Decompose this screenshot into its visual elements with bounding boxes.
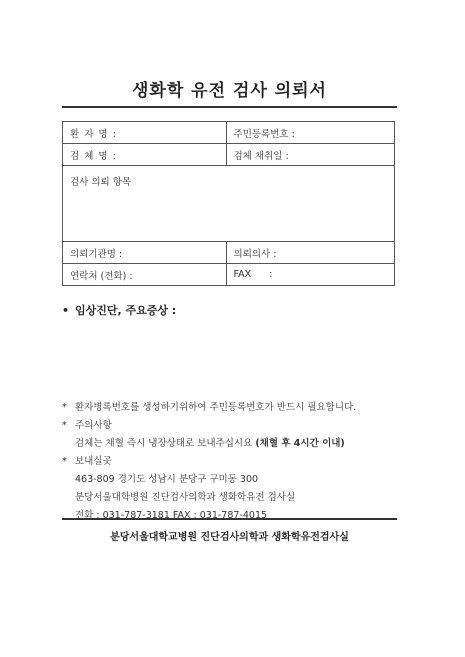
registration-note-text: 환자병록번호를 생성하기위하여 주민등록번호가 반드시 필요합니다. xyxy=(75,402,357,413)
send-heading xyxy=(62,453,407,471)
caution-line xyxy=(62,435,407,453)
form-row-test-items xyxy=(63,166,395,242)
notes-section xyxy=(62,399,407,525)
send-label: 보내실곳 xyxy=(75,456,112,467)
registration-note xyxy=(62,399,407,417)
fax-field[interactable] xyxy=(226,264,394,286)
request-form-table xyxy=(62,121,395,286)
caution-heading xyxy=(62,417,407,435)
test-items-field[interactable] xyxy=(63,166,395,242)
caution-bold-text: (채혈 후 4시간 이내) xyxy=(255,438,345,449)
form-row-institution xyxy=(63,242,395,264)
collection-date-field[interactable] xyxy=(226,144,394,166)
patient-name-field[interactable] xyxy=(63,122,227,144)
institution-field[interactable] xyxy=(63,242,227,264)
contact-field[interactable] xyxy=(63,264,227,286)
collection-date-label: 검체 채취일 : xyxy=(233,150,289,162)
caution-label: 주의사항 xyxy=(75,420,112,431)
contact-label: 연락처 (전화) : xyxy=(70,270,133,282)
resident-id-label: 주민등록번호 : xyxy=(233,128,295,140)
physician-field[interactable] xyxy=(226,242,394,264)
specimen-field[interactable] xyxy=(63,144,227,166)
clinical-diagnosis-label: 임상진단, 주요증상 : xyxy=(75,304,177,317)
fax-label: FAX : xyxy=(233,269,273,280)
form-row-contact xyxy=(63,264,395,286)
specimen-label: 검 체 명 : xyxy=(70,150,117,162)
phone-line: 전화 : 031-787-3181 FAX : 031-787-4015 xyxy=(75,510,268,521)
department-line: 분당서울대학병원 진단검사의학과 생화학유전 검사실 xyxy=(75,492,296,503)
form-title: 생화학 유전 검사 의뢰서 xyxy=(132,81,327,101)
institution-label: 의뢰기관명 : xyxy=(70,248,123,260)
bullet-icon: • xyxy=(62,304,70,317)
asterisk-icon: * xyxy=(62,456,67,467)
physician-label: 의뢰의사 : xyxy=(233,248,277,260)
form-row-patient xyxy=(63,122,395,144)
resident-id-field[interactable] xyxy=(226,122,394,144)
caution-text: 검체는 채혈 즉시 냉장상태로 보내주십시요 xyxy=(75,438,253,449)
title-rule xyxy=(62,106,397,108)
test-items-label: 검사 의뢰 항목 xyxy=(70,177,132,188)
footer-text: 분당서울대학교병원 진단검사의학과 생화학유전검사실 xyxy=(110,532,349,543)
form-row-specimen xyxy=(63,144,395,166)
address-line: 463-809 경기도 성남시 분당구 구미동 300 xyxy=(75,474,259,485)
footer-rule xyxy=(62,518,397,520)
patient-name-label: 환 자 명 : xyxy=(70,128,117,140)
asterisk-icon: * xyxy=(62,402,67,413)
asterisk-icon: * xyxy=(62,420,67,431)
clinical-diagnosis-section xyxy=(62,302,176,318)
